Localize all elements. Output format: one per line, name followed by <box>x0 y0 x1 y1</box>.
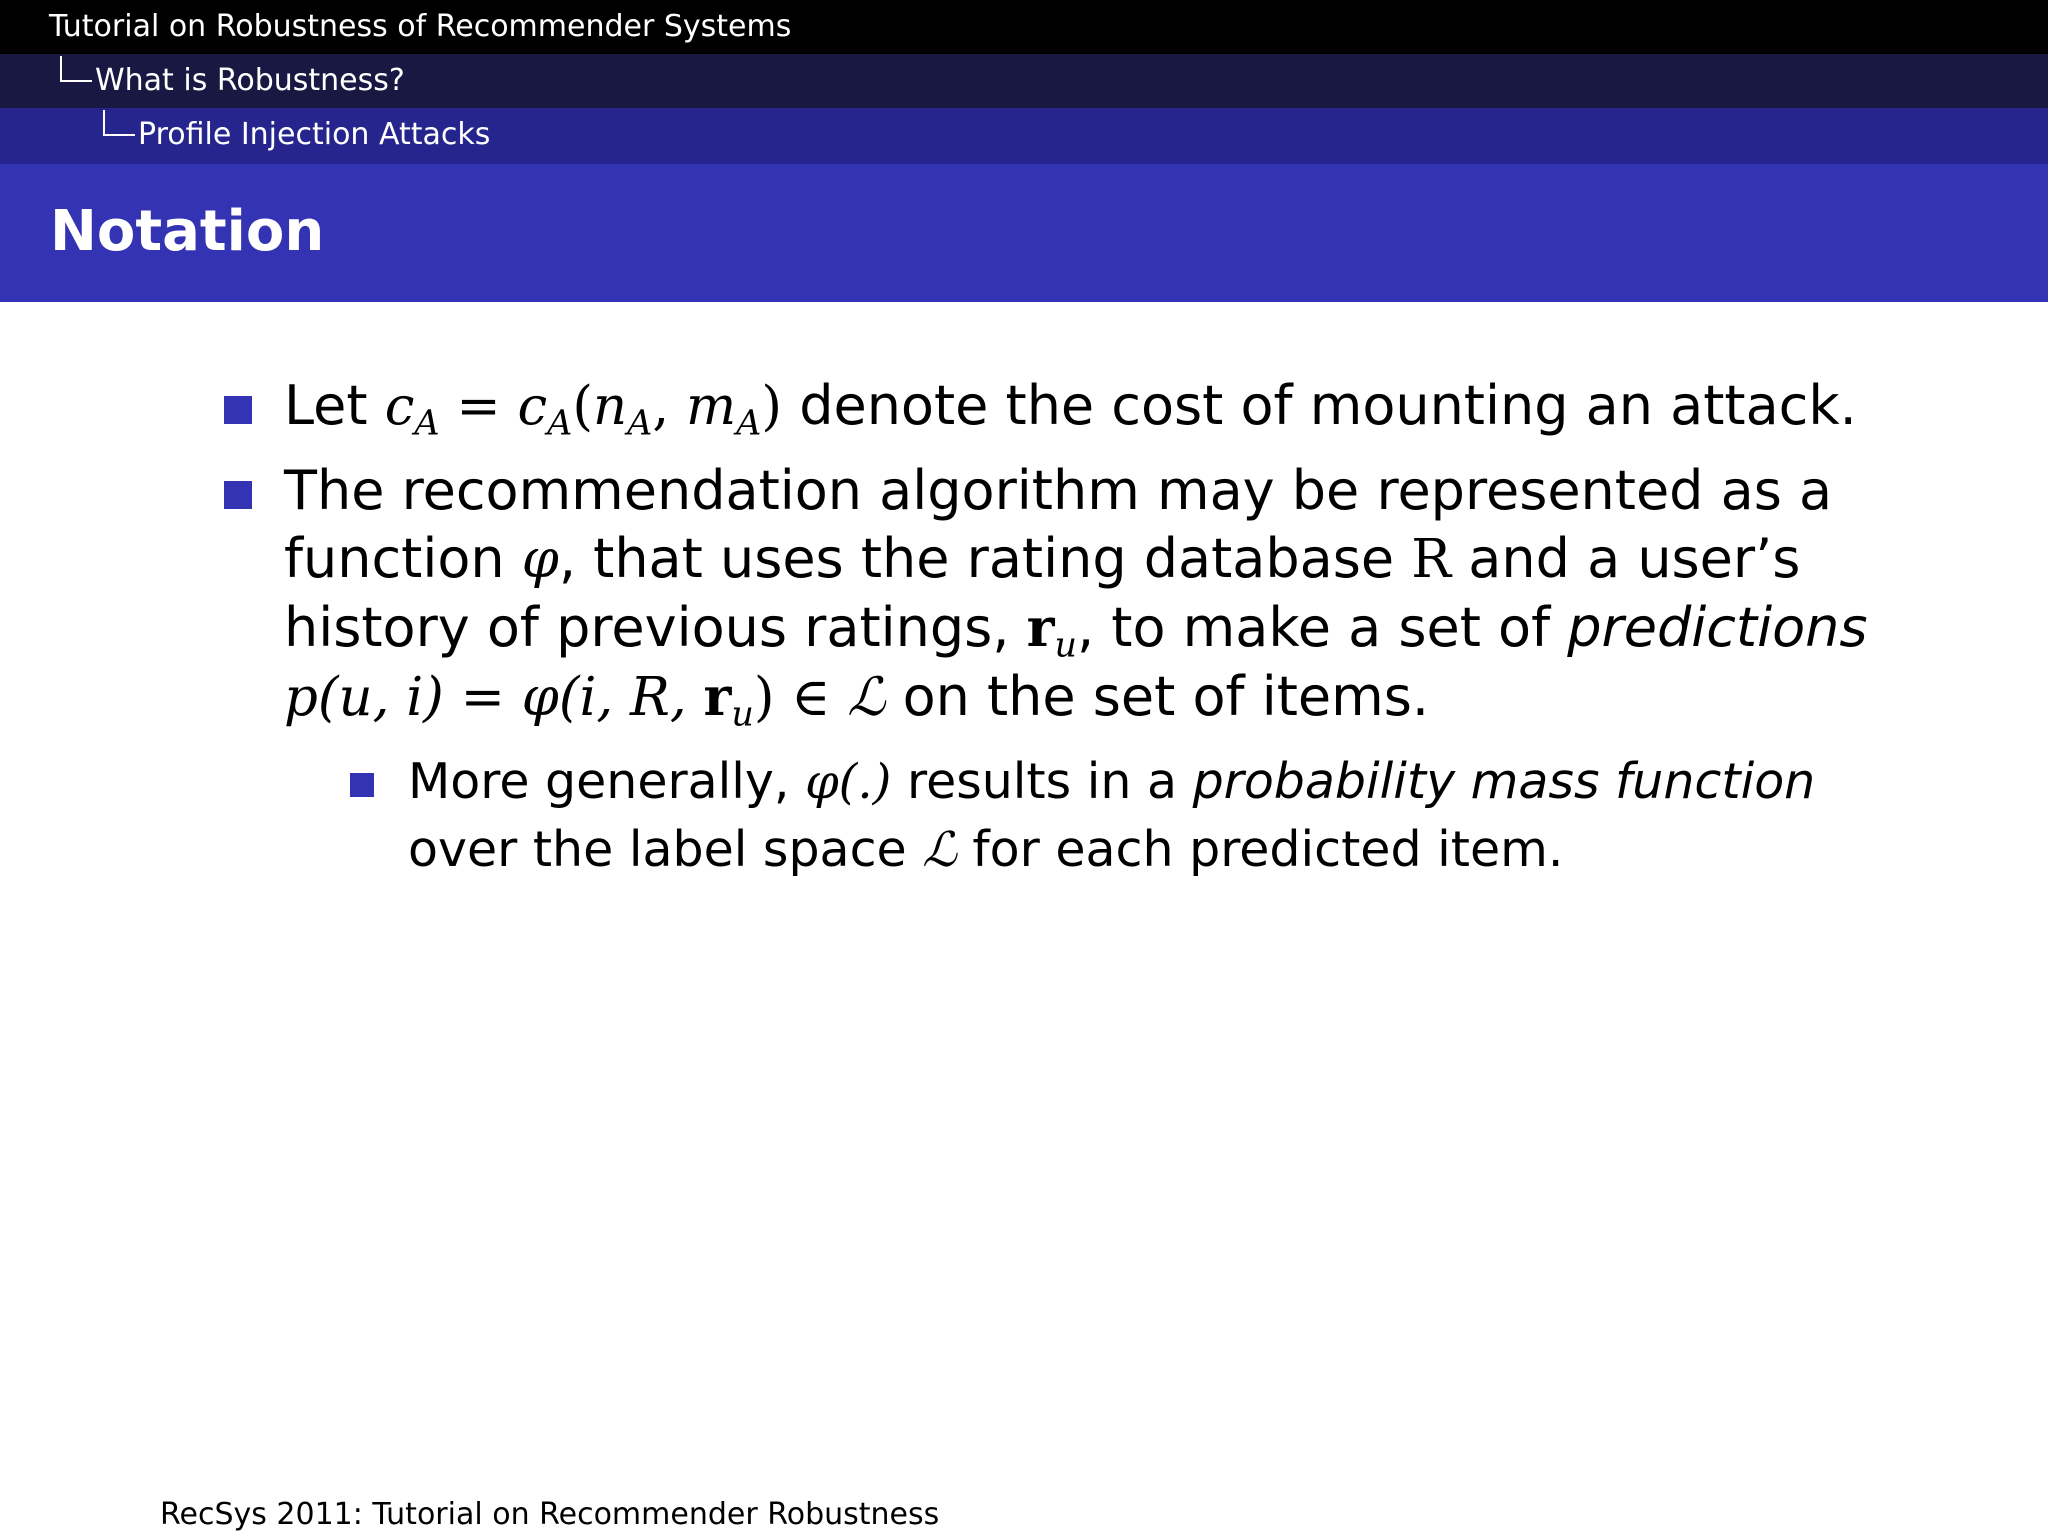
bullet-icon <box>224 396 252 424</box>
math-phi: φ <box>521 529 559 590</box>
sub-list-item: More generally, φ(.) results in a probability mass function over the label space ℒ for each predicted item. <box>346 748 1882 884</box>
footer-text: RecSys 2011: Tutorial on Recommender Robustness <box>160 1497 940 1532</box>
list-item: Let $c_A = c_A(n_A$, $m_A$) denote the cost of mounting an attack. <box>222 372 1882 441</box>
slide-content <box>222 372 1882 884</box>
frame-title: Notation <box>50 199 325 264</box>
math-rating-database: R <box>1411 529 1452 590</box>
header-section[interactable]: Tutorial on Robustness of Recommender Systems <box>49 9 792 44</box>
bullet-icon <box>350 773 374 797</box>
emphasis-pmf: probability mass function <box>1192 753 1816 810</box>
header-subsection[interactable]: What is Robustness? <box>95 63 405 98</box>
math-prediction-equation: p(u, i) = φ(i, R, $r_u$) ∈ ℒ <box>284 666 886 735</box>
math-cost-expression: $c_A = c_A(n_A$, $m_A$) <box>384 376 783 444</box>
math-label-space: ℒ <box>922 822 957 878</box>
math-phi-function: φ(.) <box>805 754 892 810</box>
list-item: The recommendation algorithm may be represented as a function φ, that uses the rating database R and a user’s history of previous ratings, $r_u$, to make a set of predictions p(u, i) = φ(i, R, $r_u$) ∈ ℒ on the set of items. <box>222 457 1882 732</box>
tree-connector-icon <box>103 110 135 136</box>
math-user-history: $r_u$ <box>1026 597 1077 666</box>
tree-connector-icon <box>60 56 92 82</box>
header-subsubsection[interactable]: Profile Injection Attacks <box>138 117 491 152</box>
bullet-icon <box>224 481 252 509</box>
emphasis-predictions: predictions <box>1567 596 1868 659</box>
